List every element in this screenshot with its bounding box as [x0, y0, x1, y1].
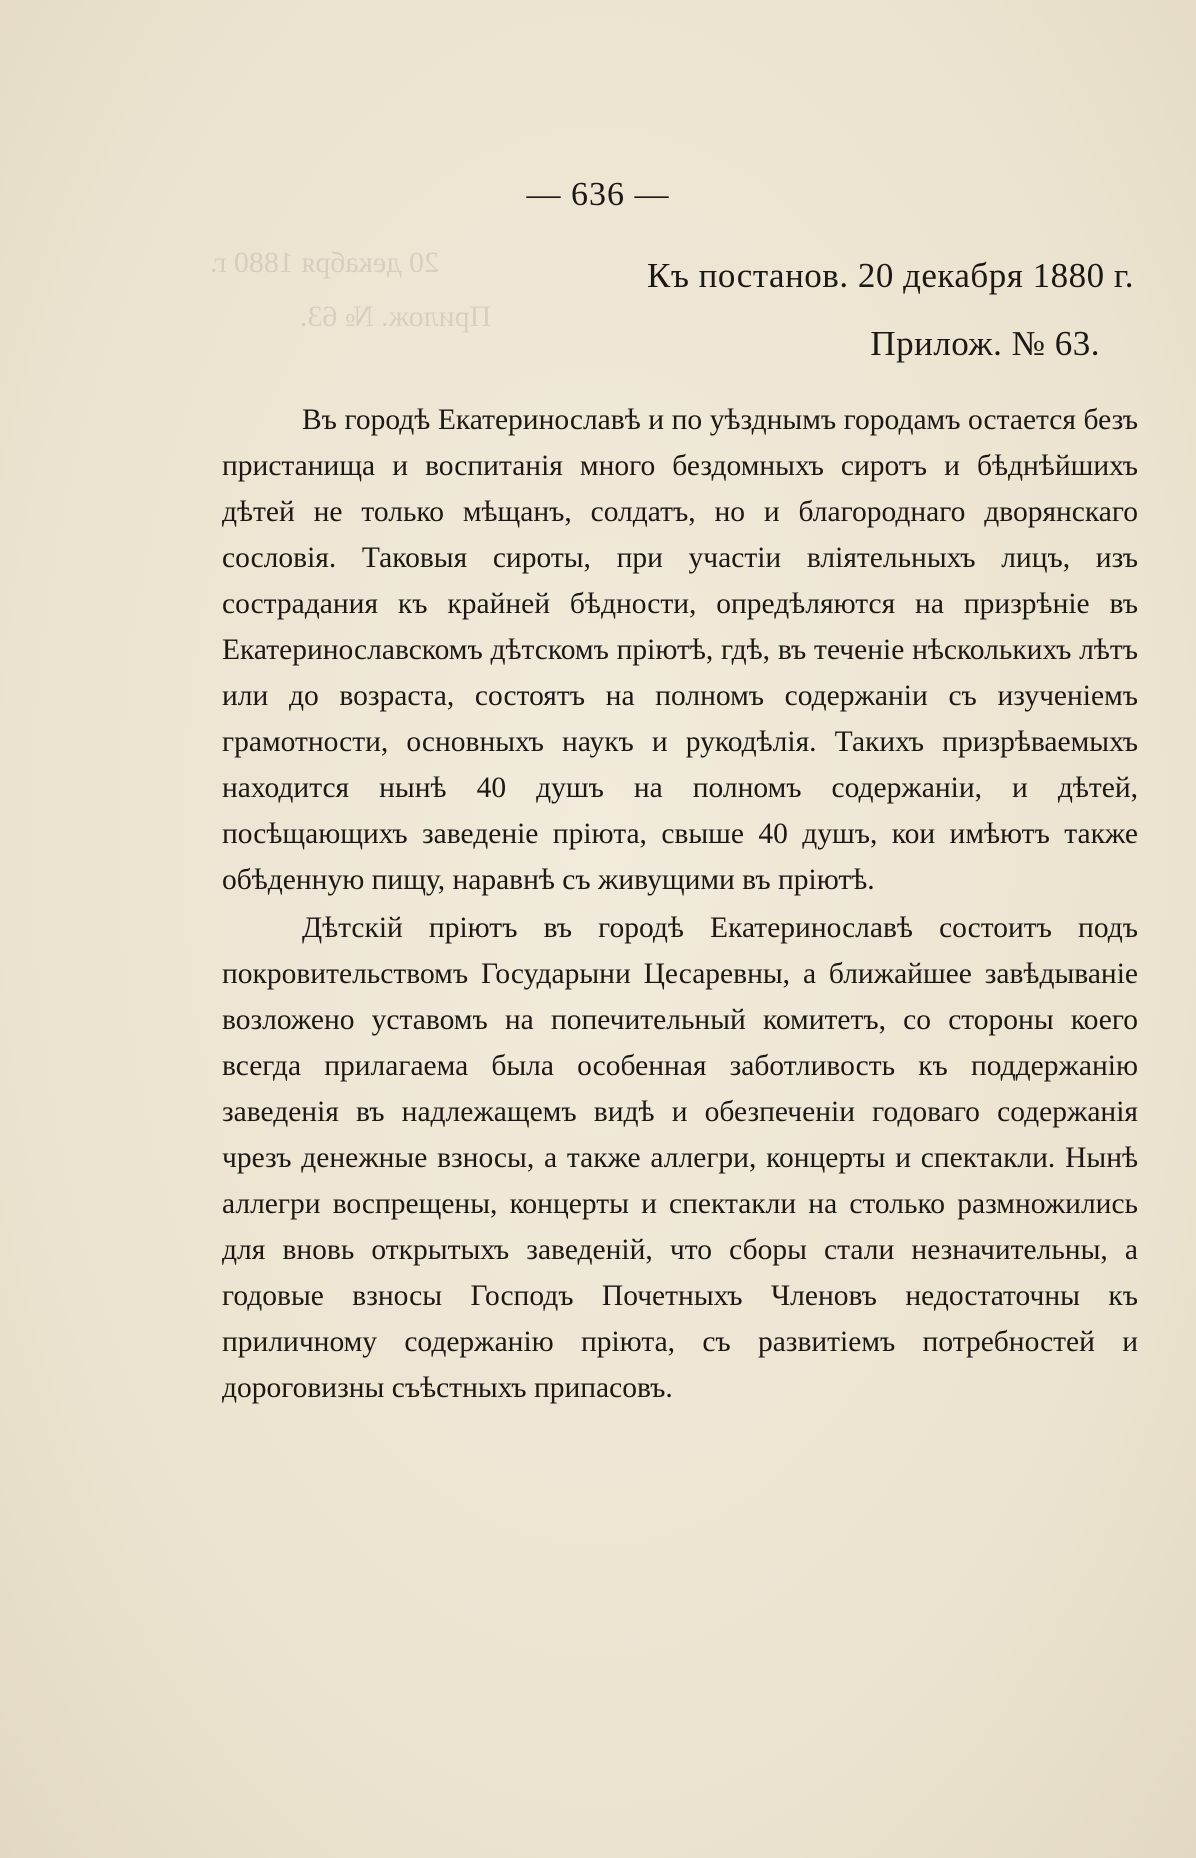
show-through-text: Прилож. № 63. [300, 300, 492, 333]
page-number: — 636 — [526, 176, 670, 213]
body-text [222, 397, 1138, 1411]
paragraph: Въ городѣ Екатеринославѣ и по уѣзднымъ городамъ остается безъ пристанища и воспитанія много бездомныхъ сиротъ и бѣднѣйшихъ дѣтей не только мѣщанъ, солдатъ, но и благороднаго дворянскаго сословія. Таковыя сироты, при участіи вліятельныхъ лицъ, изъ сострадания къ крайней бѣдности, опредѣляются на призрѣніе въ Екатеринославскомъ дѣтскомъ пріютѣ, гдѣ, въ теченіе нѣсколькихъ лѣтъ или до возраста, состоятъ на полномъ содержаніи съ изученіемъ грамотности, основныхъ наукъ и рукодѣлія. Такихъ призрѣваемыхъ находится нынѣ 40 душъ на полномъ содержаніи, и дѣтей, посѣщающихъ заведеніе пріюта, свыше 40 душъ, кои имѣютъ также обѣденную пищу, наравнѣ съ живущими въ пріютѣ. [222, 404, 1138, 896]
show-through-text: 20 декабря 1880 г. [210, 246, 439, 279]
appendix-reference: Прилож. № 63. [870, 324, 1100, 363]
paragraph: Дѣтскій пріютъ въ городѣ Екатеринославѣ состоитъ подъ покровительствомъ Государыни Цесаревны, а ближайшее завѣдываніе возложено уставомъ на попечительный комитетъ, со стороны коего всегда прилагаема была особенная заботливость къ поддержанію заведенія въ надлежащемъ видѣ и обезпеченіи годоваго содержанія чрезъ денежные взносы, а также аллегри, концерты и спектакли. Нынѣ аллегри воспрещены, концерты и спектакли на столько размножились для вновь открытыхъ заведеній, что сборы стали незначительны, а годовые взносы Господъ Почетныхъ Членовъ недостаточны къ приличному содержанію пріюта, съ развитіемъ потребностей и дороговизны съѣстныхъ припасовъ. [222, 912, 1138, 1404]
decree-reference: Къ постанов. 20 декабря 1880 г. [646, 256, 1134, 295]
